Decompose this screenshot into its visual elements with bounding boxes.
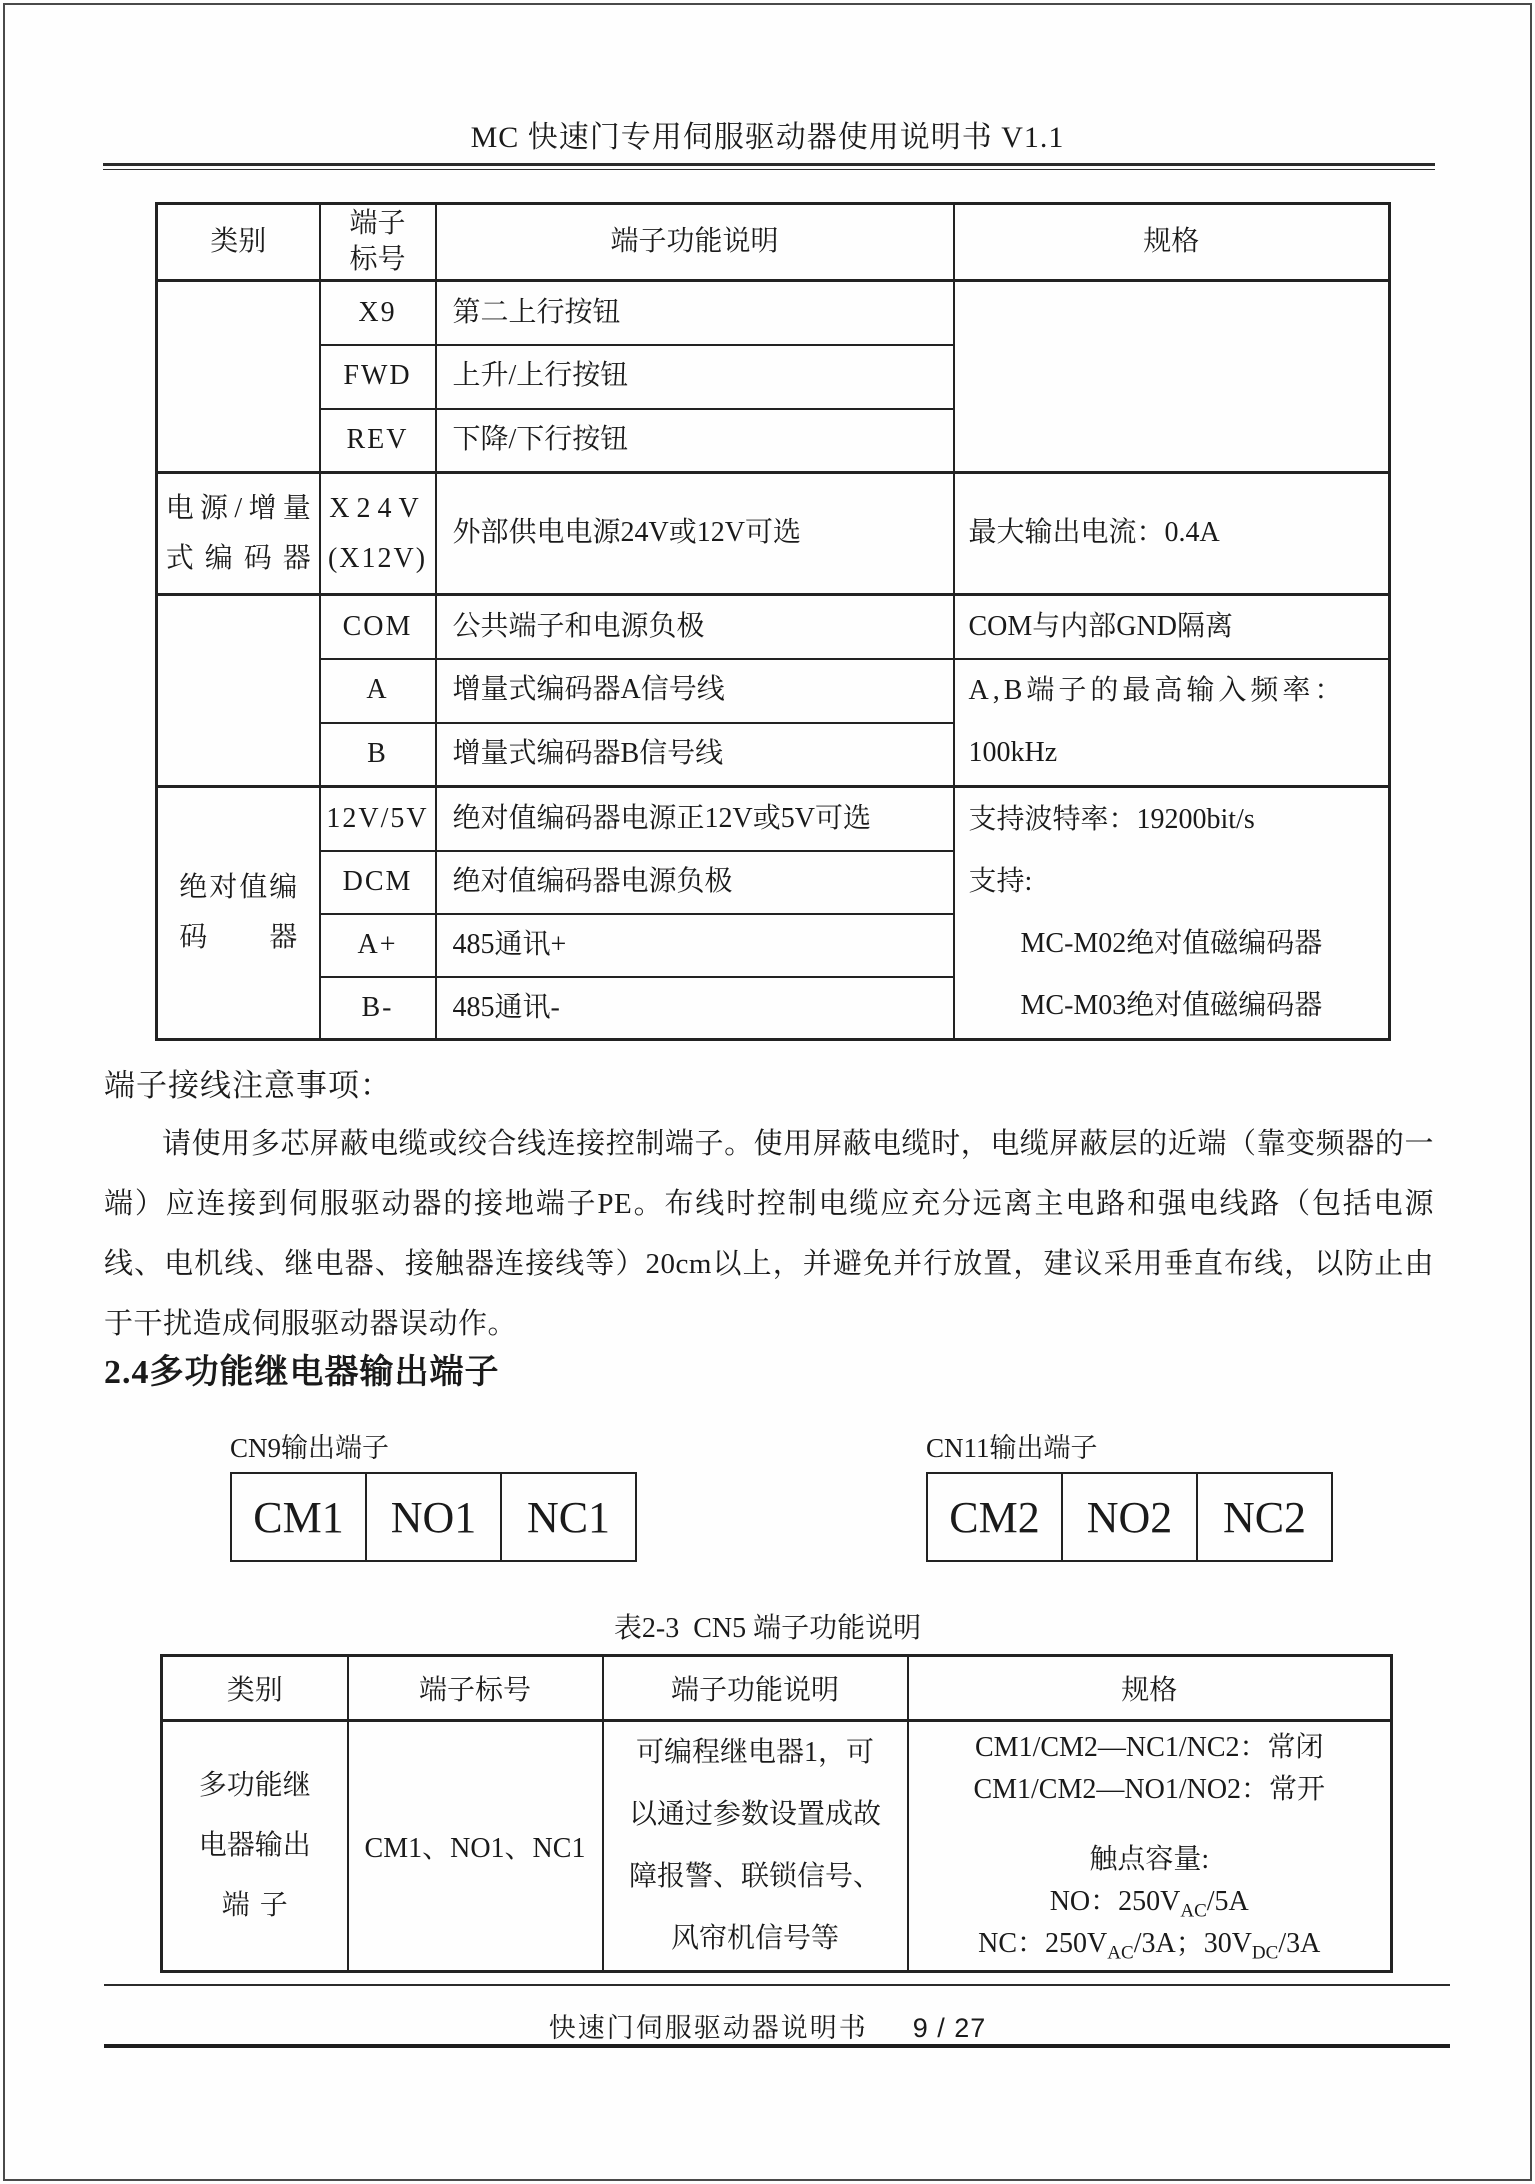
terminal-spec: 最大输出电流：0.4A <box>954 473 1390 595</box>
cn9-cell-cm1: CM1 <box>231 1473 366 1561</box>
table-row-12v5v <box>157 787 1390 851</box>
spec-line: 支持: <box>968 866 1033 897</box>
header-function: 端子功能说明 <box>436 204 954 281</box>
table-row-com <box>157 595 1390 659</box>
category-cell-empty <box>157 281 320 473</box>
header-terminal-label-line1: 端子 <box>349 208 406 239</box>
cn5-header-row <box>162 1656 1392 1721</box>
terminal-label: REV <box>320 409 436 473</box>
cn9-cell-nc1: NC1 <box>501 1473 636 1561</box>
spec-line: CM1/CM2—NC1/NC2：常闭 <box>975 1732 1324 1763</box>
footer <box>0 2006 1535 2045</box>
table-header-row <box>157 204 1390 281</box>
spec-line: MC-M03绝对值磁编码器 <box>1020 990 1323 1021</box>
cn5-data-row <box>162 1721 1392 1972</box>
terminal-function: 上升/上行按钮 <box>436 345 954 409</box>
spec-text: /3A <box>1278 1928 1321 1959</box>
terminal-label: FWD <box>320 345 436 409</box>
terminal-function: 外部供电电源24V或12V可选 <box>436 473 954 595</box>
category-line: 多功能继 <box>198 1770 311 1801</box>
cn9-row <box>231 1473 636 1561</box>
footer-rule-top <box>104 1984 1450 1986</box>
terminal-label: A+ <box>320 914 436 977</box>
spec-text: NO：250V <box>1049 1886 1181 1917</box>
terminal-function: 绝对值编码器电源正12V或5V可选 <box>436 787 954 851</box>
spec-line: MC-M02绝对值磁编码器 <box>1020 928 1323 959</box>
cn9-terminal-table <box>230 1472 637 1562</box>
spec-spacer <box>909 1811 1391 1839</box>
terminal-function: 增量式编码器B信号线 <box>436 723 954 787</box>
category-cell-empty <box>157 595 320 787</box>
terminal-function-table <box>155 202 1391 1041</box>
cn11-cell-no2: NO2 <box>1062 1473 1197 1561</box>
cn5-table-caption: 表2-3 CN5 端子功能说明 <box>613 1613 922 1644</box>
category-line: 式编码器 <box>165 542 311 574</box>
cn9-label: CN9输出端子 <box>230 1433 390 1463</box>
terminal-label-line2: (X12V) <box>327 542 428 574</box>
cn11-row <box>927 1473 1332 1561</box>
terminal-function: 第二上行按钮 <box>436 281 954 345</box>
header-terminal-label <box>320 204 436 281</box>
spec-subscript: AC <box>1180 1900 1207 1922</box>
spec-line: 触点容量: <box>1089 1844 1210 1875</box>
spec-line: 100kHz <box>968 737 1058 769</box>
spec-line: CM1/CM2—NO1/NO2：常开 <box>973 1774 1326 1805</box>
cn11-cell-cm2: CM2 <box>927 1473 1062 1561</box>
terminal-function <box>603 1721 908 1972</box>
spec-subscript: AC <box>1107 1942 1134 1964</box>
terminal-label: DCM <box>320 851 436 914</box>
spec-cell-empty <box>954 281 1390 473</box>
footer-doc-name: 快速门伺服驱动器说明书 <box>548 2013 868 2043</box>
terminal-spec <box>908 1721 1392 1972</box>
terminal-spec: COM与内部GND隔离 <box>954 595 1390 659</box>
terminal-label-line1: X24V <box>329 492 426 524</box>
table-row-x9 <box>157 281 1390 345</box>
function-line: 风帘机信号等 <box>670 1923 839 1954</box>
header-terminal-label-line2: 标号 <box>349 244 406 275</box>
header-category: 类别 <box>162 1656 348 1721</box>
function-line: 障报警、联锁信号、 <box>628 1861 881 1892</box>
terminal-function: 增量式编码器A信号线 <box>436 659 954 723</box>
terminal-label: 12V/5V <box>320 787 436 851</box>
spec-line: 支持波特率：19200bit/s <box>968 804 1255 835</box>
footer-rule-bottom <box>104 2044 1450 2048</box>
header-category: 类别 <box>157 204 320 281</box>
spec-line-nc <box>909 1923 1391 1965</box>
function-line: 可编程继电器1，可 <box>635 1737 874 1768</box>
category-line: 电源/增量 <box>165 492 311 524</box>
terminal-label: X9 <box>320 281 436 345</box>
cn5-table <box>160 1654 1393 1973</box>
section-heading-2-4: 2.4多功能继电器输出端子 <box>104 1354 500 1391</box>
category-power-encoder <box>157 473 320 595</box>
header-rule <box>103 163 1435 170</box>
header-spec: 规格 <box>954 204 1390 281</box>
notes-paragraph: 请使用多芯屏蔽电缆或绞合线连接控制端子。使用屏蔽电缆时，电缆屏蔽层的近端（靠变频器的一端）应连接到伺服驱动器的接地端子PE。布线时控制电缆应充分远离主电路和强电线路（包括电源线、电机线、继电器、接触器连接线等）20cm以上，并避免并行放置，建议采用垂直布线，以防止由于干扰造成伺服驱动器误动作。 <box>104 1128 1434 1340</box>
category-line: 码器 <box>179 922 298 953</box>
cn9-cell-no1: NO1 <box>366 1473 501 1561</box>
spec-text: /3A；30V <box>1133 1928 1252 1959</box>
terminal-label: COM <box>320 595 436 659</box>
terminal-label: B <box>320 723 436 787</box>
terminal-spec-absolute <box>954 787 1390 1040</box>
terminal-function: 绝对值编码器电源负极 <box>436 851 954 914</box>
header-spec: 规格 <box>908 1656 1392 1721</box>
table-row-x24v <box>157 473 1390 595</box>
footer-page-number: 9 / 27 <box>912 2013 987 2043</box>
spec-line-no <box>909 1881 1391 1923</box>
category-line: 电器输出 <box>198 1830 311 1861</box>
header-function: 端子功能说明 <box>603 1656 908 1721</box>
terminal-label <box>320 473 436 595</box>
doc-header-title: MC 快速门专用伺服驱动器使用说明书 V1.1 <box>470 121 1065 154</box>
terminal-function: 公共端子和电源负极 <box>436 595 954 659</box>
spec-line: A,B端子的最高输入频率： <box>968 675 1347 707</box>
cn11-terminal-table <box>926 1472 1333 1562</box>
notes-title: 端子接线注意事项： <box>104 1068 392 1103</box>
terminal-label: CM1、NO1、NC1 <box>348 1721 603 1972</box>
function-line: 以通过参数设置成故 <box>628 1799 881 1830</box>
terminal-function: 下降/下行按钮 <box>436 409 954 473</box>
category-relay-output <box>162 1721 348 1972</box>
header-terminal-label: 端子标号 <box>348 1656 603 1721</box>
terminal-function: 485通讯- <box>436 977 954 1040</box>
table-row-a <box>157 659 1390 723</box>
terminal-function: 485通讯+ <box>436 914 954 977</box>
spec-text: /5A <box>1206 1886 1249 1917</box>
category-line: 绝对值编 <box>179 872 298 903</box>
terminal-label: B- <box>320 977 436 1040</box>
spec-subscript: DC <box>1251 1942 1279 1964</box>
terminal-spec-ab <box>954 659 1390 787</box>
cn11-cell-nc2: NC2 <box>1197 1473 1332 1561</box>
category-line: 端子 <box>221 1890 298 1921</box>
cn11-label: CN11输出端子 <box>926 1433 1098 1463</box>
category-absolute-encoder <box>157 787 320 1040</box>
spec-text: NC：250V <box>978 1928 1108 1959</box>
terminal-label: A <box>320 659 436 723</box>
